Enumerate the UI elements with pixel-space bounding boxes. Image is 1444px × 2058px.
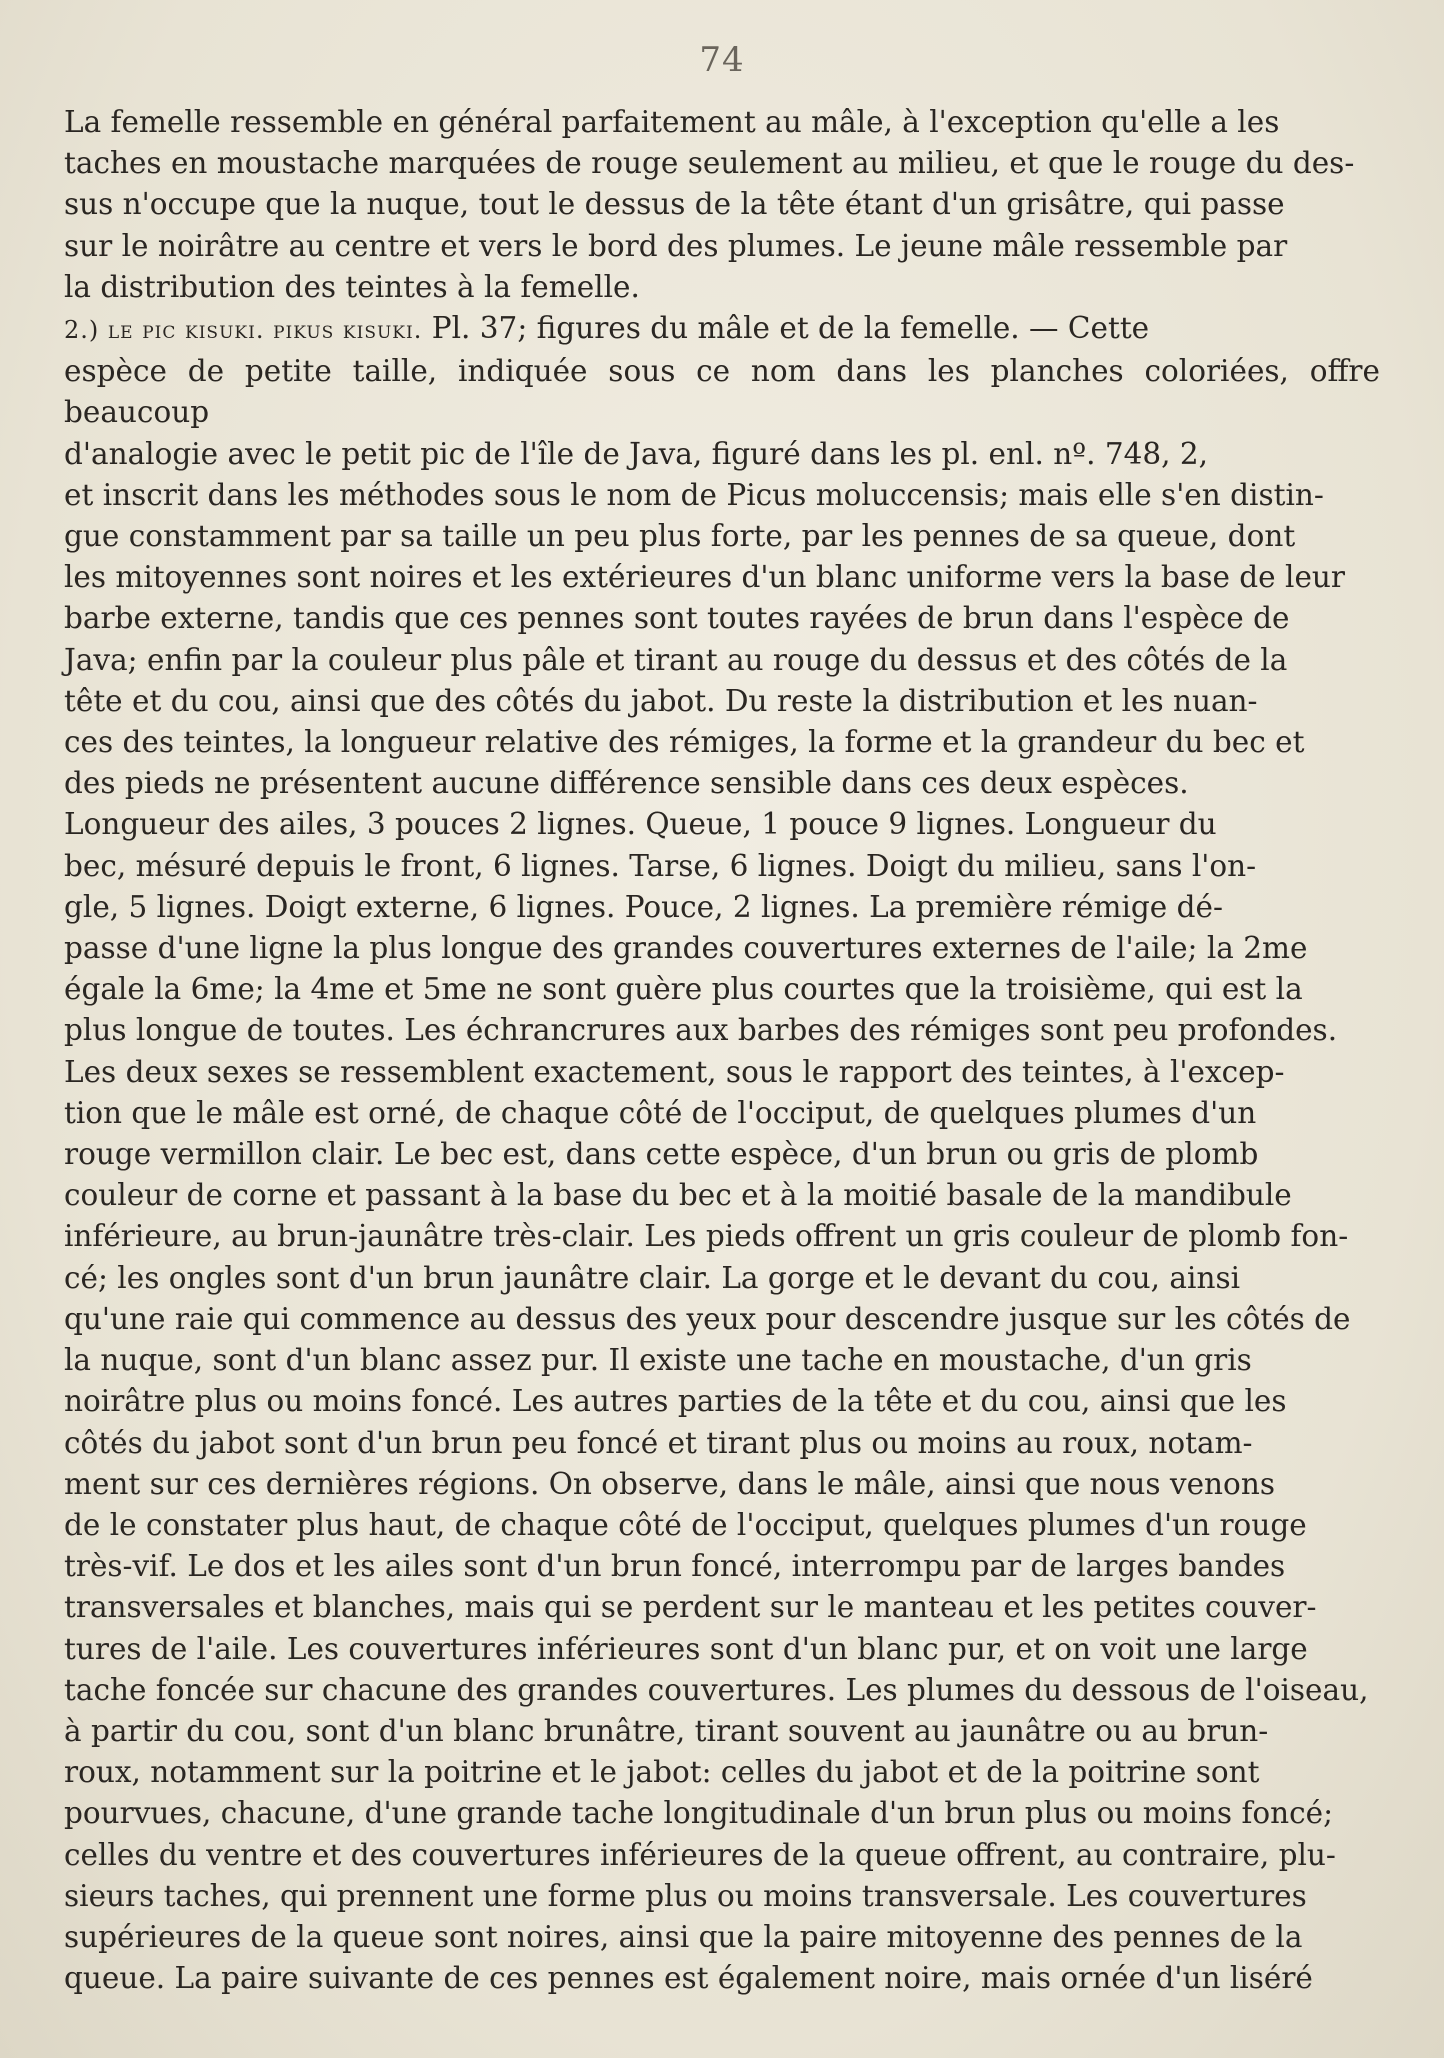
text-line: de le constater plus haut, de chaque côté de l'occiput, quelques plumes d'un rouge — [64, 1507, 1307, 1542]
species-heading: 2.) le pic kisuki. pikus kisuki. — [64, 316, 423, 345]
text-line: bec, mésuré depuis le front, 6 lignes. Tarse, 6 lignes. Doigt du milieu, sans l'on- — [64, 848, 1257, 883]
text-line: Les deux sexes se ressemblent exactement, sous le rapport des teintes, à l'excep- — [64, 1054, 1285, 1089]
page-number: 74 — [699, 40, 745, 80]
text-line: passe d'une ligne la plus longue des grandes couvertures externes de l'aile; la 2me — [64, 931, 1308, 966]
text-line: Longueur des ailes, 3 pouces 2 lignes. Queue, 1 pouce 9 lignes. Longueur du — [64, 807, 1217, 842]
paragraph-measurements — [64, 804, 1380, 1051]
text-line: taches en moustache marquées de rouge seulement au milieu, et que le rouge du des- — [64, 146, 1355, 181]
text-line: ces des teintes, la longueur relative des rémiges, la forme et la grandeur du bec et — [64, 725, 1305, 760]
text-line: la nuque, sont d'un blanc assez pur. Il existe une tache en moustache, d'un gris — [64, 1343, 1252, 1378]
text-line: côtés du jabot sont d'un brun peu foncé et tirant plus ou moins au roux, notam- — [64, 1425, 1253, 1460]
text-line: pourvues, chacune, d'une grande tache longitudinale d'un brun plus ou moins foncé; — [64, 1796, 1334, 1831]
text-line: très-vif. Le dos et les ailes sont d'un brun foncé, interrompu par de larges bandes — [64, 1549, 1286, 1584]
text-line: barbe externe, tandis que ces pennes sont toutes rayées de brun dans l'espèce de — [64, 601, 1290, 636]
text-line: queue. La paire suivante de ces pennes est également noire, mais ornée d'un liséré — [64, 1961, 1313, 1996]
text-line: égale la 6me; la 4me et 5me ne sont guère plus courtes que la troisième, qui est la — [64, 972, 1303, 1007]
text-line: inférieure, au brun-jaunâtre très-clair. Les pieds offrent un gris couleur de plomb fon- — [64, 1219, 1349, 1254]
text-line: sieurs taches, qui prennent une forme plus ou moins transversale. Les couvertures — [64, 1878, 1307, 1913]
text-line: gue constamment par sa taille un peu plus forte, par les pennes de sa queue, dont — [64, 519, 1296, 554]
text-line: d'analogie avec le petit pic de l'île de Java, figuré dans les pl. enl. nº. 748, 2, — [64, 436, 1209, 471]
text-line: roux, notamment sur la poitrine et le jabot: celles du jabot et de la poitrine sont — [64, 1755, 1260, 1790]
text-line: sus n'occupe que la nuque, tout le dessus de la tête étant d'un grisâtre, qui passe — [64, 187, 1285, 222]
paragraph-plumage-description — [64, 1052, 1380, 2000]
paragraph-species-kisuki — [64, 308, 1380, 804]
text-line: des pieds ne présentent aucune différence sensible dans ces deux espèces. — [64, 766, 1189, 801]
text-line: Java; enfin par la couleur plus pâle et tirant au rouge du dessus et des côtés de la — [64, 642, 1288, 677]
text-line: cé; les ongles sont d'un brun jaunâtre clair. La gorge et le devant du cou, ainsi — [64, 1260, 1241, 1295]
text-line — [64, 308, 1380, 351]
text-line: espèce de petite taille, indiquée sous ce nom dans les planches coloriées, offre beaucoup — [64, 354, 1380, 430]
text-line: transversales et blanches, mais qui se perdent sur le manteau et les petites couver- — [64, 1590, 1317, 1625]
text-line: celles du ventre et des couvertures inférieures de la queue offrent, au contraire, plu- — [64, 1837, 1336, 1872]
text-line: plus longue de toutes. Les échrancrures aux barbes des rémiges sont peu profondes. — [64, 1013, 1338, 1048]
text-line: rouge vermillon clair. Le bec est, dans cette espèce, d'un brun ou gris de plomb — [64, 1137, 1259, 1172]
text-line: gle, 5 lignes. Doigt externe, 6 lignes. Pouce, 2 lignes. La première rémige dé- — [64, 889, 1223, 924]
text-line: tache foncée sur chacune des grandes couvertures. Les plumes du dessous de l'oiseau, — [64, 1672, 1369, 1707]
text-line: supérieures de la queue sont noires, ainsi que la paire mitoyenne des pennes de la — [64, 1919, 1303, 1954]
text-line: et inscrit dans les méthodes sous le nom de Picus moluccensis; mais elle s'en distin- — [64, 477, 1324, 512]
text-line: tion que le mâle est orné, de chaque côté de l'occiput, de quelques plumes d'un — [64, 1095, 1257, 1130]
paragraph-female-description — [64, 102, 1380, 308]
text-line: tures de l'aile. Les couvertures inférieures sont d'un blanc pur, et on voit une large — [64, 1631, 1308, 1666]
text-line: sur le noirâtre au centre et vers le bord des plumes. Le jeune mâle ressemble par — [64, 228, 1288, 263]
text-line: la distribution des teintes à la femelle. — [64, 269, 640, 304]
text-line: les mitoyennes sont noires et les extérieures d'un blanc uniforme vers la base de leur — [64, 560, 1346, 595]
text-line: La femelle ressemble en général parfaitement au mâle, à l'exception qu'elle a les — [64, 105, 1280, 139]
text-line: à partir du cou, sont d'un blanc brunâtre, tirant souvent au jaunâtre ou au brun- — [64, 1713, 1269, 1748]
text-line-continuation: Pl. 37; figures du mâle et de la femelle. — Cette — [422, 311, 1150, 346]
text-line: qu'une raie qui commence au dessus des yeux pour descendre jusque sur les côtés de — [64, 1301, 1351, 1336]
text-line: noirâtre plus ou moins foncé. Les autres parties de la tête et du cou, ainsi que les — [64, 1384, 1287, 1419]
text-line: tête et du cou, ainsi que des côtés du jabot. Du reste la distribution et les nuan- — [64, 683, 1258, 718]
text-line: ment sur ces dernières régions. On observe, dans le mâle, ainsi que nous venons — [64, 1466, 1275, 1501]
text-line: couleur de corne et passant à la base du bec et à la moitié basale de la mandibule — [64, 1178, 1292, 1213]
